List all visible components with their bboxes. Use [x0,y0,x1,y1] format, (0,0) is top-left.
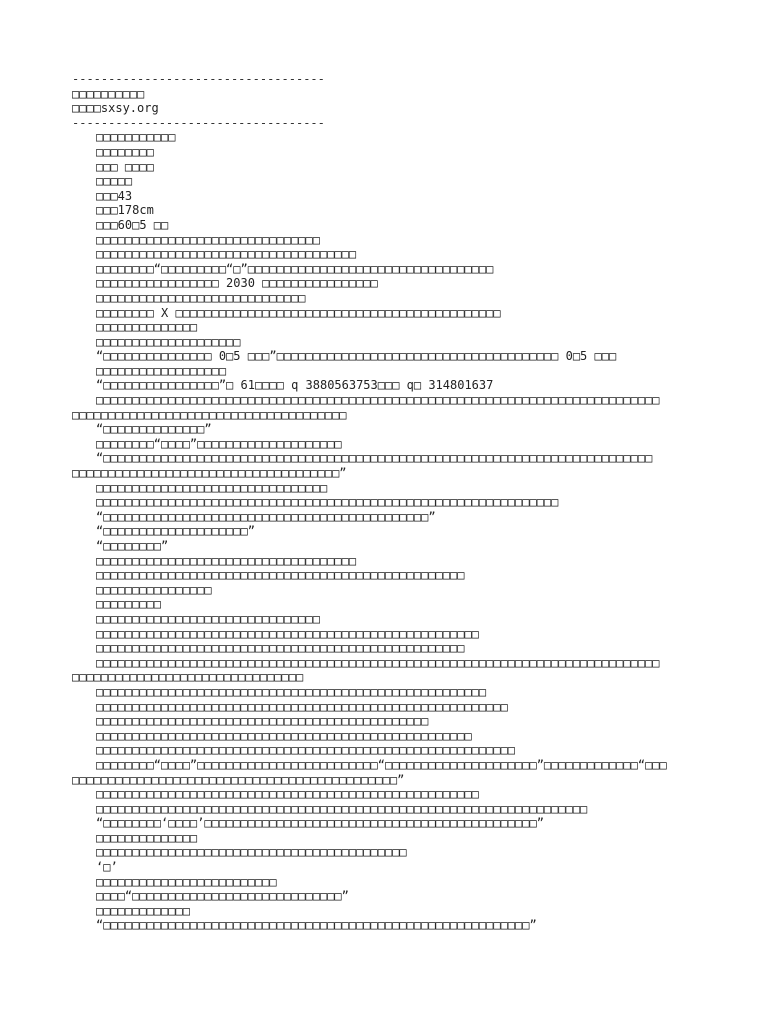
text-line: □□□□□□□□□□□□□□□□□□□□□□□□□□□□□□□□□□□□ [96,247,357,262]
text-line: □□□□□□□□“□□□□”□□□□□□□□□□□□□□□□□□□□ [96,436,342,451]
text-line: □□□□□□□□□□□□□□□□□□□□ [96,334,241,349]
text-line: □□□□□□□□“□□□□”□□□□□□□□□□□□□□□□□□□□□□□□□“□□□□□□□□□□□□□□□□□□□□□”□□□□□□□□□□□□□“□□□ [96,757,667,772]
text-line: □□□60□5 □□ [96,217,169,232]
text-line: □□□□□□□□□□□□□□□□□□□□□□□□□□□□□□□ [96,611,320,626]
text-line: □□□□□□□□□□□□□□□□□□□□□□□□□□□□□□□□□□□□□□□□□□□ [96,845,407,860]
text-line: □□□□□□□□□□□□□□□□□□□□□□□□□ [96,874,277,889]
text-line: □□□□□□□□□□□□□□ [96,320,198,335]
text-line: □□□□□□□□□□□□□□□□□□□□□□□□□□□□□□□□□□□□□□□□□□□□□□□□□□□□□□□□□ [96,699,508,714]
text-line: □□□□□□□□□□□□□□□□□□□□□□□□□□□□□□□□□□□□□□□□□□□□□□□□□□□□□ [96,626,479,641]
text-line: □□□□□□□□□□□□□□□□□□□□□□□□□□□□□□□□□□□□□□ [72,407,347,422]
text-line: □□□□□□□□□□□□□□□□□□ [96,363,227,378]
text-line: “□□□□□□□□□□□□□□□□□□□□□□□□□□□□□□□□□□□□□□□□□□□□□□□□□□□□□□□□□□□” [96,918,537,933]
text-line: □□□□□□□□□□□□□□ [96,830,198,845]
text-line: □□□□□□□□ X □□□□□□□□□□□□□□□□□□□□□□□□□□□□□□□□□□□□□□□□□□□□□ [96,305,501,320]
text-line: □□□ □□□□ [96,159,154,174]
text-line: □□□□□□□□□ [96,597,162,612]
text-line: □□□□□□□□□□□□□□□□□□□□□□□□□□□□□ [96,290,306,305]
text-line: “□□□□□□□□□□□□□□□□□□□□” [96,524,255,539]
text-line: □□□□□□□□□□□□□□□□□□□□□□□□□□□□□□□□□□□□□□□□□□□□□□□□□□□□ [96,728,472,743]
text-line: □□□□□□□□□□□□□□□□□ 2030 □□□□□□□□□□□□□□□□ [96,276,378,291]
text-line: □□□□□□□□□□□□□□□□□□□□□□□□□□□□□□□□□□□□□□□□□□□□□□□□□□□□□□□□□□□□□□□□□□□□ [96,801,588,816]
text-line: □□□178cm [96,203,154,218]
text-line: □□□□□□□□□□□□□□□□□□□□□□□□□□□□□□□□□□□□ [96,553,357,568]
text-line: □□□□□□□□□□□□□□□□□□□□□□□□□□□□□□□□□□□□□□□□□□□□□□□□□□□□□□□□□□□□□□□□ [96,495,559,510]
text-line: □□□□□□□□□□□□□□□□□□□□□□□□□□□□□□□□□□□□□□□□□□□□□□□□□□□□□□□□□□□□□□□□□□□□□□□□□□□□□□ [96,393,660,408]
document-body [72,72,696,933]
text-line: □□□□□□□□□□□□□ [96,903,190,918]
text-line: □□□□□□□□□□□□□□□□□□□□□□□□□□□□□□□ [96,232,320,247]
text-line: □□□□□□□□□□□□□□□□□□□□□□□□□□□□□□□□□□□□□□□□□□□□□□□□□□□ [96,568,465,583]
text-line: □□□□□□□□□□□□□□□□ [96,582,212,597]
text-line: “□□□□□□□□□□□□□□□□□□□□□□□□□□□□□□□□□□□□□□□□□□□□□□□□□□□□□□□□□□□□□□□□□□□□□□□□□□□□ [96,451,653,466]
text-line: □□□□□□□□□□□□□□□□□□□□□□□□□□□□□□□□ [72,670,304,685]
text-line: □□□□□□□□□□□□□□□□□□□□□□□□□□□□□□□□□□□□□□□□□□□□□□□□□□□□□□□□□□ [96,743,516,758]
text-line: □□□□□□□□□□□□□□□□□□□□□□□□□□□□□□□□□□□□□□□□□□□□□□□□□□□□□ [96,787,479,802]
text-line: “□□□□□□□□□□□□□□□□”□ 61□□□□ q 3880563753□□□ q□ 314801637 [96,378,494,393]
text-line: “□□□□□□□□‘□□□□’□□□□□□□□□□□□□□□□□□□□□□□□□□□□□□□□□□□□□□□□□□□□□□” [96,816,544,831]
text-line: □□□□“□□□□□□□□□□□□□□□□□□□□□□□□□□□□□” [96,889,349,904]
text-line: □□□□□□□□□□□□□□□□□□□□□□□□□□□□□□□□□□□□□” [72,466,347,481]
text-line: □□□□□□□□□□□ [96,130,176,145]
text-line: □□□□□□□□“□□□□□□□□□“□”□□□□□□□□□□□□□□□□□□□□□□□□□□□□□□□□□□ [96,261,494,276]
text-line: □□□□sxsy.org [72,101,159,116]
text-line: ‘□’ [96,860,118,875]
text-line: □□□□□□□□□□□□□□□□□□□□□□□□□□□□□□□□□□□□□□□□□□□□□□ [96,714,429,729]
separator-line: ----------------------------------- [72,115,325,130]
text-line: □□□□□□□□□□□□□□□□□□□□□□□□□□□□□□□□□□□□□□□□□□□□□□□□□□□ [96,641,465,656]
text-line: □□□□□□□□□□□□□□□□□□□□□□□□□□□□□□□□ [96,480,328,495]
text-line: □□□□□□□□□□□□□□□□□□□□□□□□□□□□□□□□□□□□□□□□□□□□□□□□□□□□□□ [96,684,487,699]
text-line: □□□□□□□□ [96,144,154,159]
text-line: □□□□□□□□□□□□□□□□□□□□□□□□□□□□□□□□□□□□□□□□□□□□□” [72,772,405,787]
text-line: “□□□□□□□□” [96,539,169,553]
text-line: “□□□□□□□□□□□□□□□ 0□5 □□□”□□□□□□□□□□□□□□□□□□□□□□□□□□□□□□□□□□□□□□□ 0□5 □□□ [96,349,617,364]
text-line: “□□□□□□□□□□□□□□” [96,422,212,437]
text-line: □□□□□□□□□□ [72,86,145,101]
text-line: □□□43 [96,188,133,203]
text-line: □□□□□□□□□□□□□□□□□□□□□□□□□□□□□□□□□□□□□□□□□□□□□□□□□□□□□□□□□□□□□□□□□□□□□□□□□□□□□□ [96,655,660,670]
text-line: “□□□□□□□□□□□□□□□□□□□□□□□□□□□□□□□□□□□□□□□□□□□□□” [96,509,436,524]
separator-line: ----------------------------------- [72,72,325,86]
text-line: □□□□□ [96,174,133,189]
